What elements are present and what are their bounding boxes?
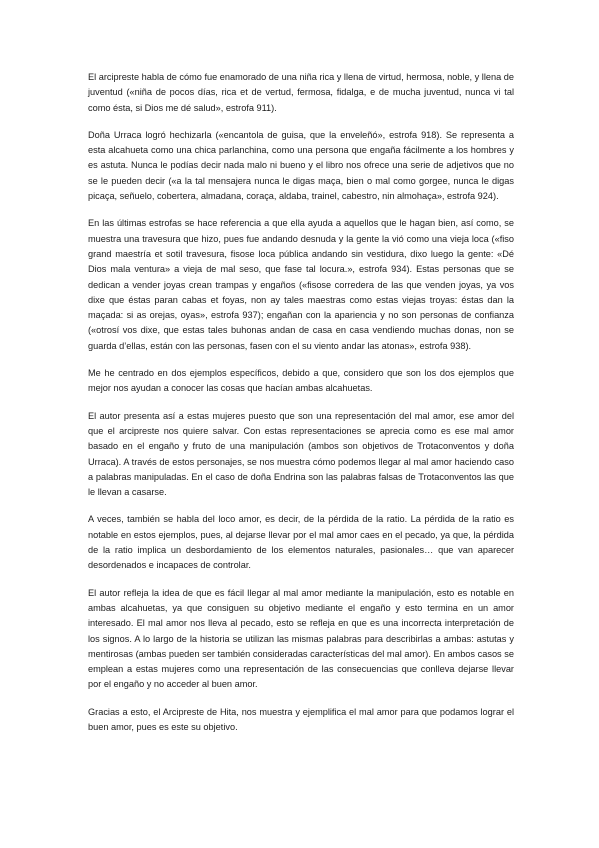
paragraph-6: A veces, también se habla del loco amor, es decir, de la pérdida de la ratio. La pérdida de la ratio es notable en estos ejemplos, pues, al dejarse llevar por el mal amor caes en el pecado, ya que, la pérdida de la ratio implica un desbordamiento de los elementos naturales, pasionales… que van aparecer desordenados e incapaces de controlar. (88, 514, 514, 571)
paragraph-8: Gracias a esto, el Arcipreste de Hita, nos muestra y ejemplifica el mal amor para que podamos lograr el buen amor, pues es este su objetivo. (88, 706, 514, 732)
paragraph-1: El arcipreste habla de cómo fue enamorado de una niña rica y llena de virtud, hermosa, noble, y llena de juventud («niña de pocos días, rica et de vertud, fermosa, fidalga, e de mucha juventud, nunca vi tal como ésta, si Dios me dé salud», estrofa 911). (88, 72, 514, 113)
document-page (88, 70, 514, 747)
paragraph-4: Me he centrado en dos ejemplos específicos, debido a que, considero que son los dos ejemplos que mejor nos ayudan a conocer las cosas que hacían ambas alcahuetas. (88, 368, 514, 394)
paragraph-7: El autor refleja la idea de que es fácil llegar al mal amor mediante la manipulación, esto es notable en ambas alcahuetas, ya que consiguen su objetivo mediante el engaño y esto termina en un amor interesado. El mal amor nos lleva al pecado, esto se refleja en que es una incorrecta interpretación de los signos. A lo largo de la historia se utilizan las mismas palabras para describirlas a ambas: astutas y mentirosas (ambas pueden ser también consideradas características del mal amor). En ambos casos se emplean a estas mujeres como una representación de las consecuencias que conlleva dejarse llevar por el engaño y no acceder al buen amor. (88, 587, 514, 690)
paragraph-3: En las últimas estrofas se hace referencia a que ella ayuda a aquellos que le hagan bien, así como, se muestra una travesura que hizo, pues fue andando desnuda y la gente la vió como una vieja loca («fiso grand maestría et sotil travesura, fisose loca pública andando sin vestidura, dixo luego la gente: «Dé Dios mala ventura» a vieja de mal seso, que fase tal locura.», estrofa 934). Estas personas que se dedican a vender joyas crean trampas y engaños («fisose corredera de las que venden joyas, ya vos dixe que éstas paran cabas et foyas, non ay tales maestras como estas viejas troyas: éstas dan la maçada: si as orejas, oyas», estrofa 937); engañan con la apariencia y no son personas de confianza («otrosí vos dixe, que estas tales buhonas andan de casa en casa vendiendo muchas donas, non se guarda d’ellas, están con las personas, fasen con el su viento andar las atonas», estrofa 938). (88, 218, 514, 351)
paragraph-2: Doña Urraca logró hechizarla («encantola de guisa, que la enveleñó», estrofa 918). Se representa a esta alcahueta como una chica parlanchina, como una persona que engaña fácilmente a los hombres y es astuta. Nunca le podías decir nada malo ni bueno y el libro nos ofrece una serie de adjetivos que no se le pueden decir («a la tal mensajera nunca le digas maça, bien o mal como gorgee, nunca le digas picaça, señuelo, cobertera, almadana, coraça, aldaba, trainel, cabestro, nin almohaça», estrofa 924). (88, 129, 514, 202)
paragraph-5: El autor presenta así a estas mujeres puesto que son una representación del mal amor, ese amor del que el arcipreste nos quiere salvar. Con estas representaciones se aprecia como es ese mal amor basado en el engaño y fruto de una manipulación (ambos son objetivos de Trotaconventos y doña Urraca). A través de estos personajes, se nos muestra cómo podemos llegar al mal amor haciendo caso a palabras manipuladas. En el caso de doña Endrina son las palabras falsas de Trotaconventos las que le llevan a casarse. (88, 410, 514, 498)
